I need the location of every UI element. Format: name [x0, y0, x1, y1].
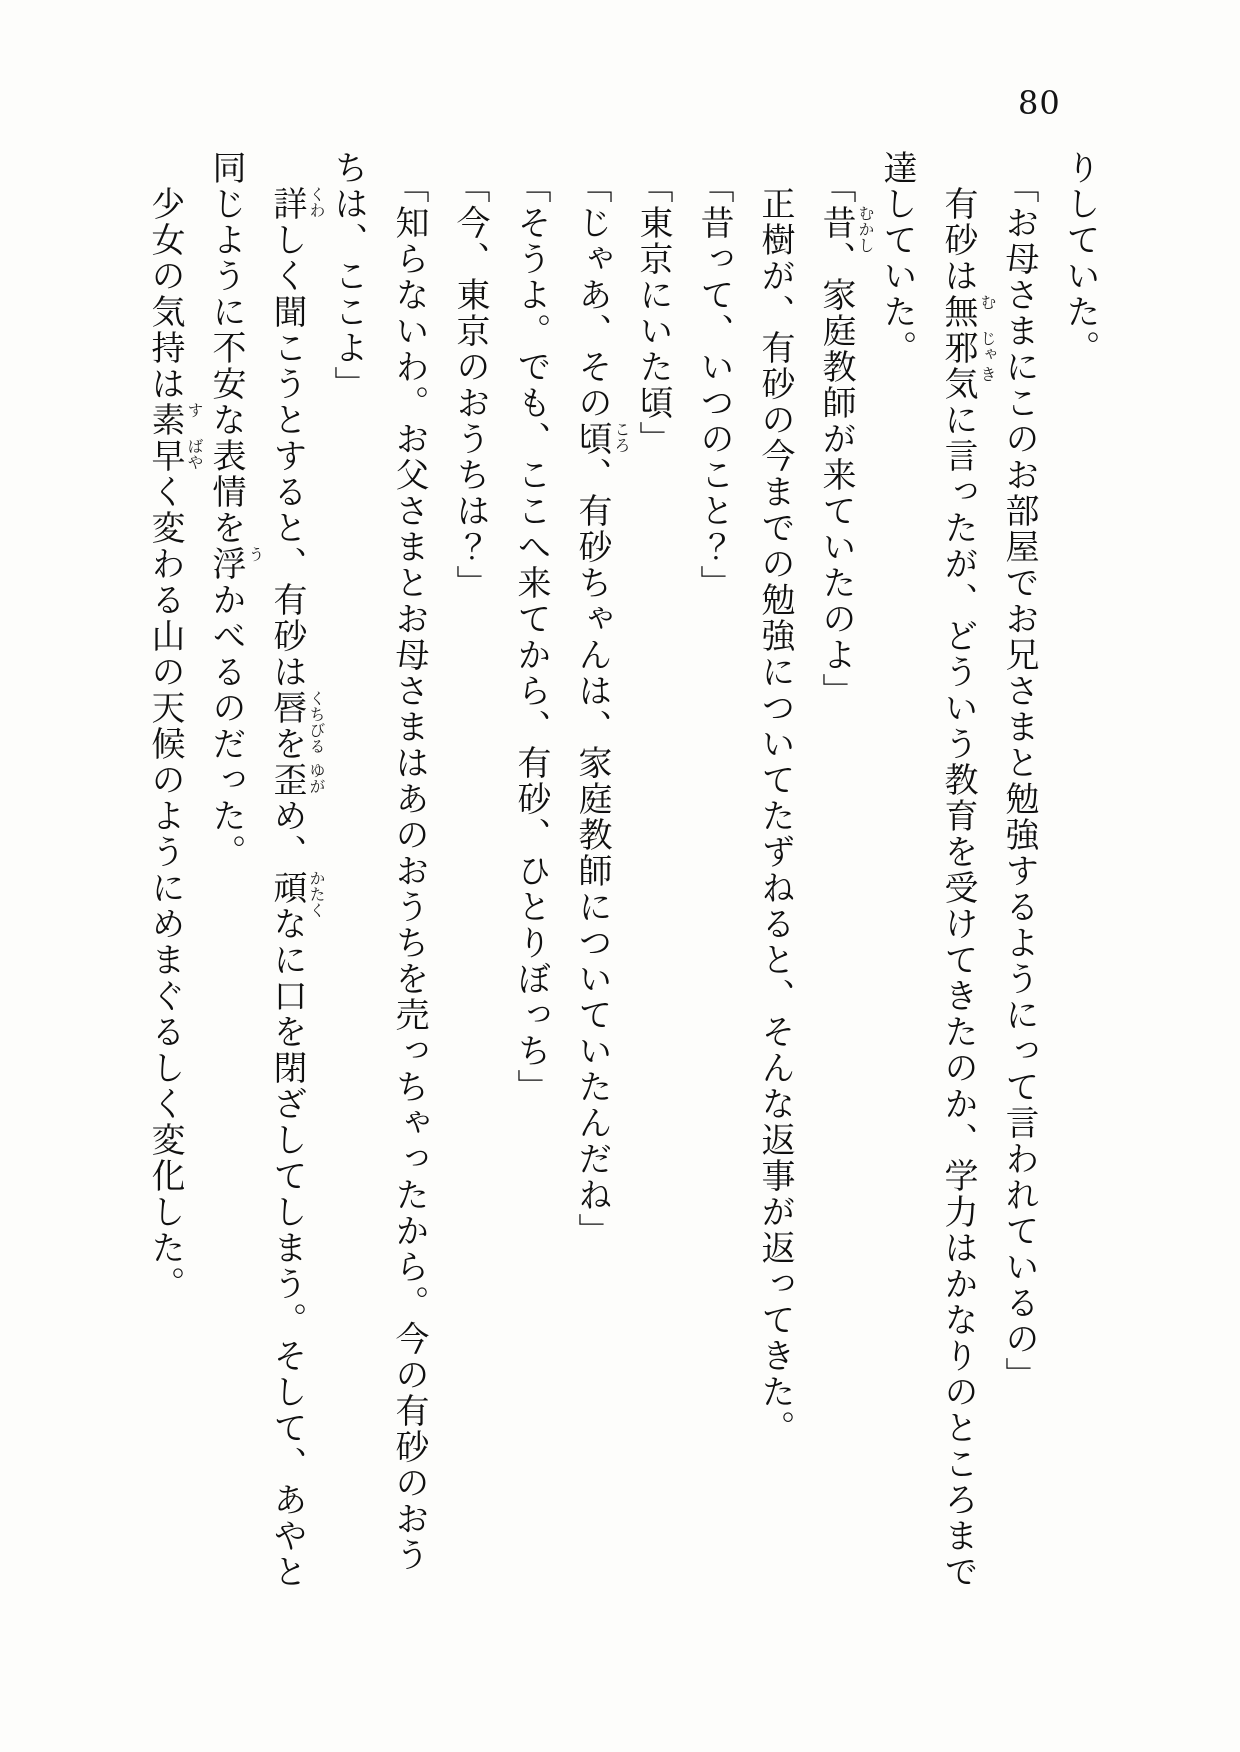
text-column: 「お母さまにこのお部屋でお兄さまと勉強するようにって言われているの」 [999, 186, 1039, 1393]
text-column: 「今、東京のおうちは？」 [450, 186, 490, 601]
text-column: 「東京にいた頃」 [633, 186, 673, 457]
furigana-ruby: 頃 ころ [572, 421, 631, 457]
vertical-text-block [134, 150, 1110, 1598]
text-column: 有砂は無 む 邪 じゃ 気 き に言ったが、どういう教育を受けてきたのか、学力はかなりのところまで [938, 186, 997, 1590]
furigana-ruby: 浮 う [206, 546, 265, 582]
furigana-text: かたく [307, 870, 326, 918]
text-column: 「昔 むかし 、家庭教師が来ていたのよ」 [816, 186, 875, 709]
furigana-text: ばや [185, 438, 204, 470]
furigana-ruby: 詳 くわ [267, 186, 326, 222]
text-column: りしていた。 [1060, 150, 1100, 366]
furigana-text: す [185, 402, 204, 418]
furigana-ruby: 気 き [938, 366, 997, 402]
furigana-ruby: 素 す [145, 402, 204, 438]
furigana-ruby: 頑 かたく [267, 870, 326, 918]
text-column: 少女の気持は素 す 早 ばや く変わる山の天候のようにめまぐるしく変化した。 [145, 186, 204, 1302]
furigana-text: む [978, 294, 997, 310]
furigana-ruby: 無 む [938, 294, 997, 330]
furigana-ruby: 早 ばや [145, 438, 204, 474]
text-column: 正樹が、有砂の今までの勉強についてたずねると、そんな返事が返ってきた。 [755, 186, 795, 1446]
page-number: 80 [1018, 84, 1061, 122]
text-column: 同じように不安な表情を浮 う かべるのだった。 [206, 150, 265, 870]
furigana-ruby: 邪 じゃ [938, 330, 997, 366]
furigana-text: き [978, 366, 997, 382]
text-column: 「そうよ。でも、ここへ来てから、有砂、ひとりぼっち」 [511, 186, 551, 1105]
text-column: 詳 くわ しく聞こうとすると、有砂は唇 くちびる を歪 ゆが め、頑 かたく なに口を閉ざしてしまう。そして、あやと [267, 186, 326, 1590]
furigana-text: ゆが [307, 762, 326, 794]
furigana-text: くちびる [307, 690, 326, 754]
furigana-text: くわ [307, 186, 326, 218]
text-column: 「じゃあ、その頃 ころ 、有砂ちゃんは、家庭教師についていたんだね」 [572, 186, 631, 1249]
furigana-text: むかし [856, 205, 875, 253]
text-column: ちは、ここよ」 [328, 150, 368, 402]
furigana-text: じゃ [978, 330, 997, 362]
furigana-text: ころ [612, 421, 631, 453]
furigana-text: う [246, 546, 265, 562]
text-column: 「知らないわ。お父さまとお母さまはあのおうちを売っちゃったから。今の有砂のおう [389, 186, 429, 1573]
text-column: 達していた。 [877, 150, 917, 366]
furigana-ruby: 昔 むかし [816, 205, 875, 253]
furigana-ruby: 歪 ゆが [267, 762, 326, 798]
text-column: 「昔って、いつのこと？」 [694, 186, 734, 601]
furigana-ruby: 唇 くちびる [267, 690, 326, 754]
